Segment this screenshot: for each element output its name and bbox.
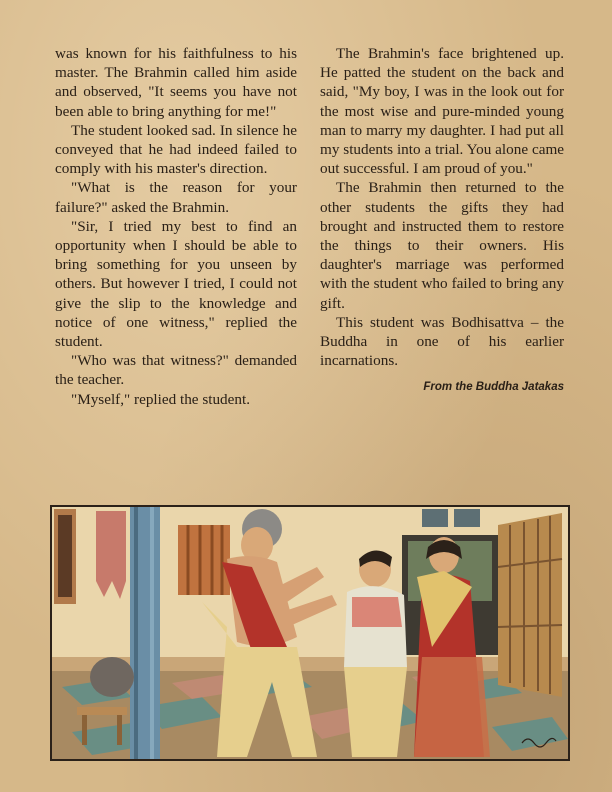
paragraph: "Sir, I tried my best to find an opportunity when I should be able to bring something for you unseen by others. But however I tried, I could not give the slip to the knowledge and notice of one witness," replied the student. [55,217,297,351]
paragraph: "What is the reason for your failure?" asked the Brahmin. [55,179,297,216]
illustration-scene [52,507,568,759]
paragraph: The Brahmin's face brightened up. He patted the student on the back and said, "My boy, I was in the look out for the most wise and pure-minded young man to marry my daughter. I had put all my students into a trial. You alone came out successful. I am proud of you." [320,45,564,178]
paragraph: The Brahmin then returned to the other students the gifts they had brought and instructed them to restore the things to their owners. His daughter's marriage was performed with the student who failed to bring any gift. [320,179,564,312]
paragraph: "Myself," replied the student. [71,390,251,408]
right-text-column [320,44,564,398]
left-text-column [55,44,297,409]
paragraph: This student was Bodhisattva – the Buddha in one of his earlier incarnations. [320,313,564,370]
paragraph: "Who was that witness?" demanded the teacher. [55,352,297,389]
source-credit: From the Buddha Jatakas [423,381,564,394]
story-illustration [50,505,570,761]
paragraph: The student looked sad. In silence he conveyed that he had indeed failed to comply with his master's direction. [55,121,297,178]
paragraph: was known for his faithfulness to his master. The Brahmin called him aside and observed, "It seems you have not been able to bring anything for me!" [55,45,297,120]
